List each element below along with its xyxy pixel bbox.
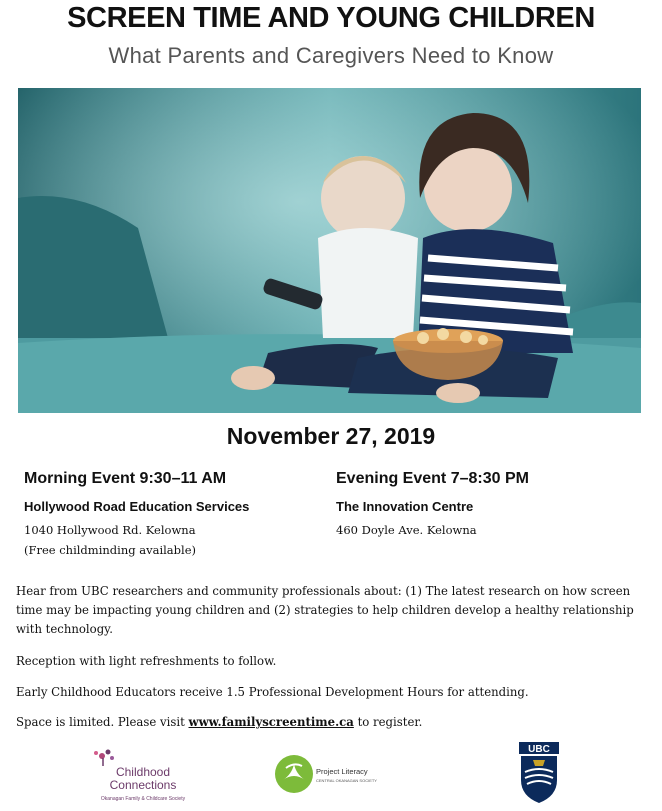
pl-tagline: CENTRAL OKANAGAN SOCIETY <box>316 778 377 783</box>
evening-venue: The Innovation Centre <box>336 499 474 514</box>
evening-address: 460 Doyle Ave. Kelowna <box>336 523 477 537</box>
ece-hours-paragraph: Early Childhood Educators receive 1.5 Professional Development Hours for attending. <box>16 685 529 699</box>
evening-event <box>336 470 626 540</box>
register-text-pre: Space is limited. Please visit <box>16 715 189 729</box>
morning-note: (Free childminding available) <box>24 543 197 557</box>
cc-line1: Childhood <box>115 765 171 779</box>
childhood-connections-logo <box>88 748 198 803</box>
page-subtitle: What Parents and Caregivers Need to Know <box>108 43 554 68</box>
morning-address: 1040 Hollywood Rd. Kelowna <box>24 523 196 537</box>
ubc-crest-icon <box>519 742 559 804</box>
hero-photo <box>18 88 641 413</box>
book-leaf-icon <box>274 754 314 794</box>
ubc-logo <box>519 742 559 804</box>
morning-event-heading: Morning Event 9:30–11 AM <box>24 470 227 487</box>
children-watching-tv-photo <box>18 88 641 413</box>
morning-venue: Hollywood Road Education Services <box>24 499 250 514</box>
pl-line1: Project Literacy <box>316 767 368 776</box>
project-literacy-logo <box>272 752 407 800</box>
page-title: SCREEN TIME AND YOUNG CHILDREN <box>67 2 595 34</box>
register-paragraph <box>16 713 644 732</box>
register-link[interactable]: www.familyscreentime.ca <box>188 715 354 729</box>
reception-paragraph: Reception with light refreshments to follow. <box>16 654 277 668</box>
cc-tagline: Okanagan Family & Childcare Society <box>100 796 186 802</box>
event-date: November 27, 2019 <box>226 423 436 449</box>
evening-event-heading: Evening Event 7–8:30 PM <box>336 470 529 487</box>
ubc-text: UBC <box>528 744 550 755</box>
cc-line2: Connections <box>109 778 177 792</box>
description-paragraph: Hear from UBC researchers and community professionals about: (1) The latest research on how screen time may be impacting young children and (2) strategies to help children develop a healthy relationship with technology. <box>16 584 634 636</box>
morning-event <box>24 470 314 560</box>
register-text-post: to register. <box>353 715 423 729</box>
